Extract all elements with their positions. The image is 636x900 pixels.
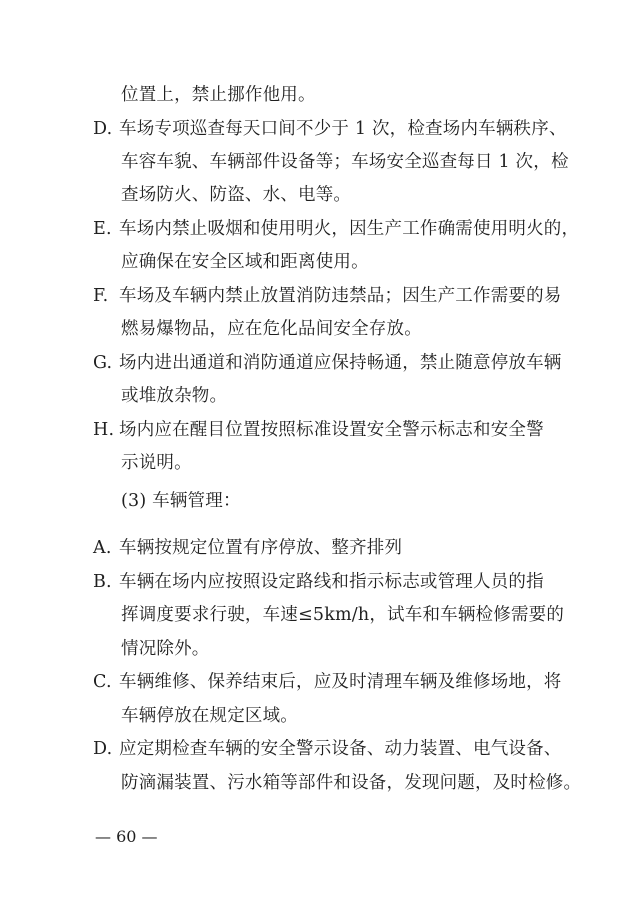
line-text: 车辆停放在规定区域。 xyxy=(121,706,298,726)
line-text: 或堆放杂物。 xyxy=(121,386,228,406)
line-text: 车容车貌、车辆部件设备等；车场安全巡查每日 1 次，检 xyxy=(121,152,569,172)
section-heading: (3) 车辆管理： xyxy=(121,491,241,511)
list-marker: G. xyxy=(93,353,113,373)
line-text: 场内进出通道和消防通道应保持畅通，禁止随意停放车辆 xyxy=(119,353,562,373)
page-number: — 60 — xyxy=(95,827,158,846)
line-text: 车场专项巡查每天口间不少于 1 次，检查场内车辆秩序、 xyxy=(119,119,567,139)
line-text: 车场及车辆内禁止放置消防违禁品；因生产工作需要的易 xyxy=(119,286,562,306)
line-text: 应确保在安全区域和距离使用。 xyxy=(121,252,369,272)
line-text: 示说明。 xyxy=(121,453,192,473)
list-marker: F. xyxy=(93,286,109,306)
line-text: 查场防火、防盗、水、电等。 xyxy=(121,185,352,205)
list-marker: E. xyxy=(93,219,112,239)
line-text: 应定期检查车辆的安全警示设备、动力装置、电气设备、 xyxy=(119,739,562,759)
line-text: 车场内禁止吸烟和使用明火，因生产工作确需使用明火的， xyxy=(119,219,580,239)
list-marker: D. xyxy=(93,119,113,139)
list-marker: H. xyxy=(93,420,115,440)
line-text: 车辆按规定位置有序停放、整齐排列 xyxy=(119,538,403,558)
list-marker: D. xyxy=(93,739,113,759)
line-text: 位置上，禁止挪作他用。 xyxy=(121,85,316,105)
line-text: 车辆维修、保养结束后，应及时清理车辆及维修场地，将 xyxy=(119,672,562,692)
list-marker: C. xyxy=(93,672,112,692)
list-marker: A. xyxy=(93,538,112,558)
list-marker: B. xyxy=(93,572,112,592)
line-text: 燃易爆物品，应在危化品间安全存放。 xyxy=(121,319,422,339)
line-text: 车辆在场内应按照设定路线和指示标志或管理人员的指 xyxy=(119,572,544,592)
line-text: 场内应在醒目位置按照标准设置安全警示标志和安全警 xyxy=(119,420,544,440)
line-text: 防滴漏装置、污水箱等部件和设备，发现问题，及时检修。 xyxy=(121,773,582,793)
line-text: 情况除外。 xyxy=(121,639,210,659)
line-text: 挥调度要求行驶，车速≤5km/h，试车和车辆检修需要的 xyxy=(121,605,565,625)
